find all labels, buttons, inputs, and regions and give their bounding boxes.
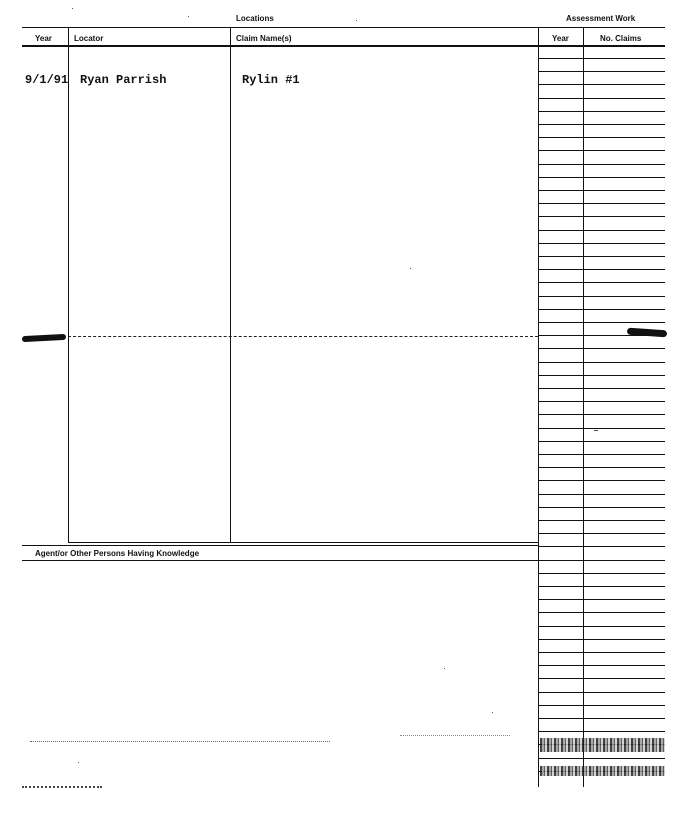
no-claims-column-header: No. Claims — [600, 34, 642, 43]
assessment-ruled-line — [538, 401, 665, 402]
locations-group-header: Locations — [236, 14, 274, 23]
assessment-ruled-line — [538, 639, 665, 640]
assessment-ruled-line — [538, 282, 665, 283]
assessment-year-claims-divider — [583, 27, 584, 787]
claim-names-column-header: Claim Name(s) — [236, 34, 292, 43]
assessment-ruled-line — [538, 665, 665, 666]
assessment-ruled-line — [538, 612, 665, 613]
assessment-ruled-line — [538, 58, 665, 59]
fold-line — [68, 336, 538, 337]
speck — [356, 20, 357, 21]
speck — [444, 668, 445, 669]
assessment-work-group-header: Assessment Work — [566, 14, 636, 23]
assessment-ruled-line — [538, 269, 665, 270]
speck — [594, 430, 598, 431]
assessment-ruled-line — [538, 177, 665, 178]
assessment-ruled-line — [538, 309, 665, 310]
assessment-ruled-line — [538, 296, 665, 297]
assessment-ruled-line — [538, 124, 665, 125]
scan-noise-1 — [540, 738, 665, 752]
agent-signature-line — [30, 741, 330, 742]
assessment-ruled-line — [538, 98, 665, 99]
binder-mark-left — [22, 334, 66, 342]
locations-assessment-divider — [538, 27, 539, 787]
assessment-ruled-line — [538, 216, 665, 217]
assessment-ruled-line — [538, 599, 665, 600]
assessment-ruled-line — [538, 322, 665, 323]
assessment-ruled-line — [538, 190, 665, 191]
speck — [78, 762, 79, 763]
assessment-ruled-line — [538, 441, 665, 442]
assessment-ruled-line — [538, 335, 665, 336]
assessment-ruled-line — [538, 467, 665, 468]
assessment-ruled-line — [538, 164, 665, 165]
speck — [188, 16, 189, 17]
assessment-ruled-line — [538, 480, 665, 481]
assessment-ruled-line — [538, 692, 665, 693]
speck — [492, 712, 493, 713]
assessment-ruled-line — [538, 652, 665, 653]
speck — [410, 268, 411, 269]
entry-year: 9/1/91 — [25, 73, 69, 87]
entry-claim-name: Rylin #1 — [242, 73, 300, 87]
assessment-ruled-line — [538, 71, 665, 72]
assessment-ruled-line — [538, 256, 665, 257]
assessment-ruled-line — [538, 111, 665, 112]
locator-claim-divider — [230, 27, 231, 542]
year-column-header: Year — [35, 34, 52, 43]
assessment-ruled-line — [538, 626, 665, 627]
assessment-ruled-line — [538, 150, 665, 151]
assessment-year-column-header: Year — [552, 34, 569, 43]
assessment-ruled-line — [538, 230, 665, 231]
assessment-ruled-line — [538, 546, 665, 547]
assessment-ruled-line — [538, 203, 665, 204]
scan-noise-2 — [540, 766, 665, 776]
assessment-ruled-line — [538, 520, 665, 521]
assessment-ruled-line — [538, 243, 665, 244]
assessment-ruled-line — [538, 678, 665, 679]
assessment-ruled-line — [538, 586, 665, 587]
assessment-ruled-line — [538, 705, 665, 706]
agent-section-header: Agent/or Other Persons Having Knowledge — [35, 549, 200, 558]
assessment-ruled-line — [538, 573, 665, 574]
assessment-ruled-line — [538, 84, 665, 85]
agent-section-header-rule — [22, 560, 538, 561]
header-top-rule — [22, 27, 665, 28]
assessment-ruled-line — [538, 375, 665, 376]
assessment-ruled-line — [538, 414, 665, 415]
bottom-left-smudge — [22, 786, 102, 788]
year-locator-divider — [68, 27, 69, 542]
speck — [72, 8, 73, 9]
assessment-ruled-line — [538, 137, 665, 138]
assessment-ruled-line — [538, 560, 665, 561]
assessment-ruled-line — [538, 533, 665, 534]
assessment-ruled-line — [538, 731, 665, 732]
assessment-ruled-line — [538, 494, 665, 495]
entry-locator: Ryan Parrish — [80, 73, 167, 87]
assessment-ruled-line — [538, 428, 665, 429]
column-header-rule — [22, 45, 665, 47]
locator-column-header: Locator — [74, 34, 104, 43]
assessment-ruled-line — [538, 718, 665, 719]
assessment-ruled-line — [538, 507, 665, 508]
assessment-ruled-line — [538, 388, 665, 389]
agent-section-top-rule — [22, 545, 538, 546]
assessment-ruled-line — [538, 348, 665, 349]
assessment-ruled-line — [538, 454, 665, 455]
locations-bottom-rule — [68, 542, 538, 543]
agent-faint-line — [400, 735, 510, 736]
assessment-ruled-line — [538, 362, 665, 363]
assessment-ruled-line — [538, 758, 665, 759]
